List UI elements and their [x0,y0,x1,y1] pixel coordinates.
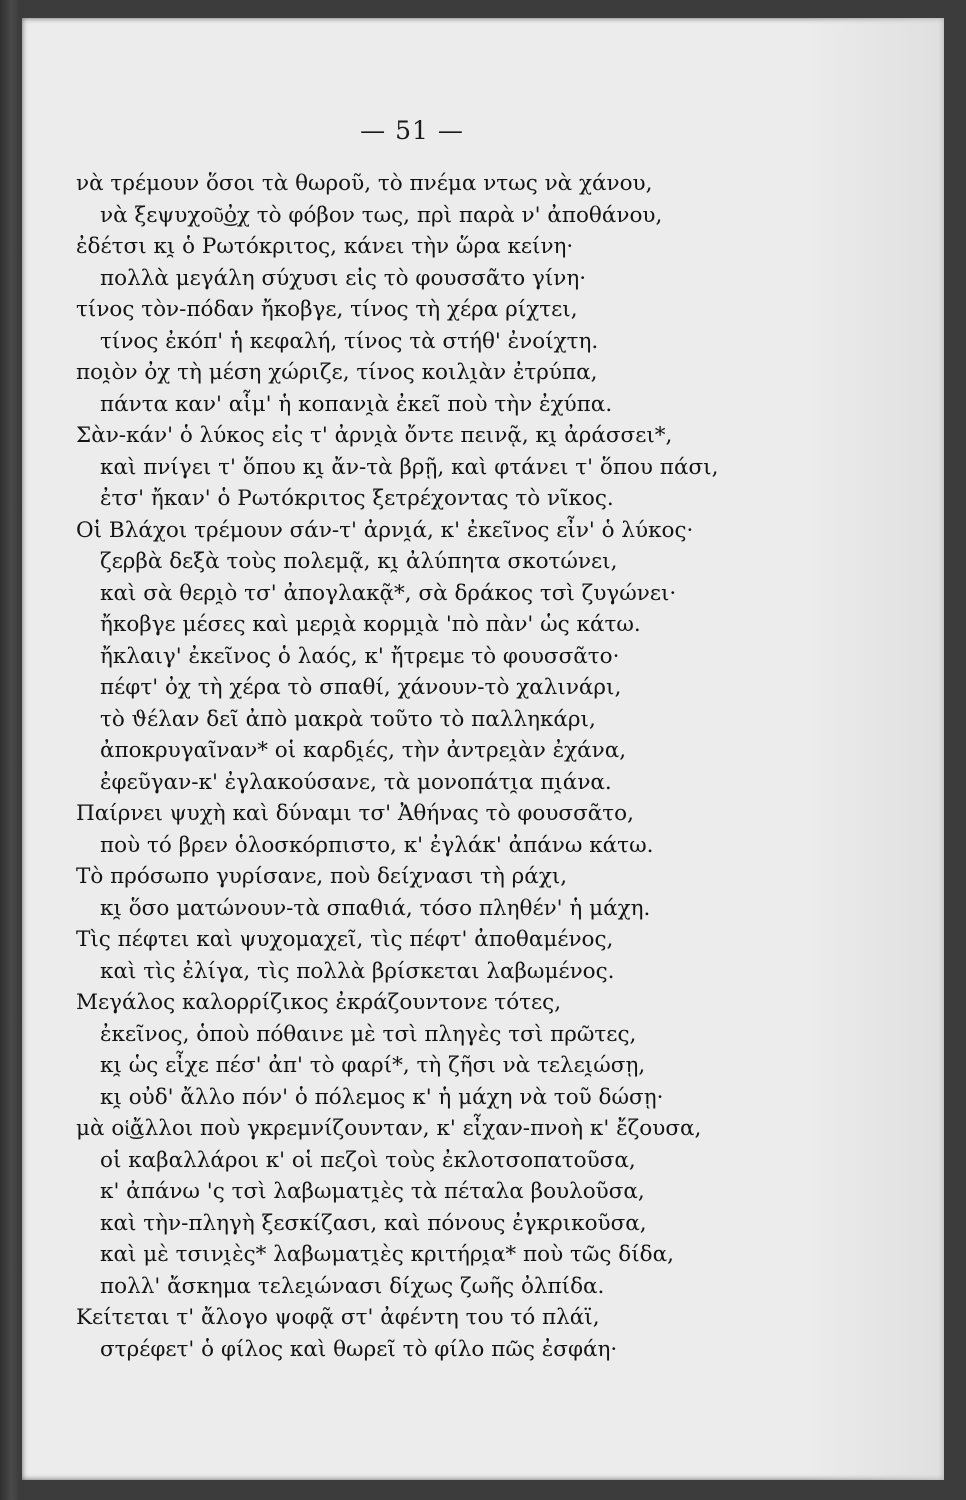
verse-line: Τὶς πέφτει καὶ ψυχομαχεῖ, τὶς πέφτ' ἀποθαμένος, [76,927,614,952]
verse-line: ἐφεῦγαν-κ' ἐγλακούσανε, τὰ μονοπάτι̯α πι̯άνα. [100,769,612,795]
verse-line: ἐκεῖνος, ὁπoὺ πόθαινε μὲ τσὶ πληγὲς τσὶ πρῶτες, [100,1021,637,1047]
verse-line: καὶ τὶς ἐλίγα, τὶς πολλὰ βρίσκεται λαβωμένος. [100,958,615,984]
page-edge-shade [804,18,944,1480]
verse-line: ἤκλαιγ' ἐκεῖνος ὁ λαός, κ' ἤτρεμε τὸ φουσσᾶτο· [100,643,620,669]
verse-line: ἐτσ' ἤκαν' ὁ Ρωτόκριτος ξετρέχοντας τὸ νῖκος. [100,486,614,511]
verse-line: Παίρνει ψυχὴ καὶ δύναμι τσ' Ἀθήνας τὸ φουσσᾶτο, [76,801,634,826]
verse-line: ζερβὰ δεξὰ τοὺς πολεμᾷ, κι̯ ἀλύπητα σκοτώνει, [100,549,618,574]
verse-line: πέφτ' ὀχ τὴ χέρα τὸ σπαθί, χάνουν-τὸ χαλινάρι, [100,675,622,700]
verse-line: νὰ τρέμουν ὅσοι τὰ θωροῦ, τὸ πνέμα ντως νὰ χάνου, [76,171,653,196]
page-number: — 51 — [360,116,464,145]
verse-line: ποι̯ὸν ὀχ τὴ μέση χώριζε, τίνος κοιλι̯ὰν ἐτρύπα, [76,360,598,385]
verse-line: κι̯ ὅσο ματώνουν-τὰ σπαθιά, τόσο πληθέν' ἡ μάχη. [100,895,651,921]
verse-line: τίνος ἐκόπ' ἡ κεφαλή, τίνος τὰ στήθ' ἐνοίχτη. [100,328,599,354]
verse-line: καὶ σὰ θερι̯ὸ τσ' ἀπογλακᾷ*, σὰ δράκος τσὶ ζυγώνει· [100,580,677,606]
verse-line: Σὰν-κάν' ὁ λύκος εἰς τ' ἀρνι̯ὰ ὄντε πεινᾷ, κι̯ ἀράσσει*, [76,423,673,448]
verse-line: Τὸ πρόσωπο γυρίσανε, ποὺ δείχνασι τὴ ράχι, [76,864,568,889]
verse-line: ἀποκρυγαῖναν* οἱ καρδι̯ές, τὴν ἀντρει̯ὰν ἐχάνα, [100,738,627,763]
verse-line: νὰ ξεψυχοῦ͜ὀχ τὸ φόβον τως, πρὶ παρὰ ν' ἀποθάνου, [100,202,663,228]
verse-line: τίνος τὸν-πόδαν ἤκοβγε, τίνος τὴ χέρα ρίχτει, [76,297,578,322]
verse-text [76,168,776,1365]
verse-line: καὶ τὴν-πληγὴ ξεσκίζασι, καὶ πόνους ἐγκρικοῦσα, [100,1210,647,1236]
book-page [22,18,944,1480]
verse-line: ἤκοβγε μέσες καὶ μερι̯ὰ κορμι̯ὰ 'πὸ πὰν' ὡς κάτω. [100,612,641,637]
verse-line: ἐδέτσι κι̯ ὁ Ρωτόκριτος, κάνει τὴν ὥρα κείνη· [76,234,574,259]
verse-line: οἱ καβαλλάροι κ' οἱ πεζοὶ τοὺς ἐκλοτσοπατοῦσα, [100,1147,636,1173]
verse-line: κι̯ ὡς εἶχε πέσ' ἀπ' τὸ φαρί*, τὴ ζῆσι νὰ τελει̯ώσῃ, [100,1053,646,1078]
verse-line: πάντα καν' αἷμ' ἡ κοπανι̯ὰ ἐκεῖ ποὺ τὴν ἐχύπα. [100,391,613,417]
verse-line: κ' ἀπάνω 'ς τσὶ λαβωματι̯ὲς τὰ πέταλα βουλοῦσα, [100,1179,645,1204]
verse-line: πολλὰ μεγάλη σύχυσι εἰς τὸ φουσσᾶτο γίνη· [100,265,587,291]
verse-line: κι̯ οὐδ' ἄλλο πόν' ὁ πόλεμος κ' ἡ μάχη νὰ τοῦ δώσῃ· [100,1084,664,1110]
verse-line: καὶ πνίγει τ' ὅπου κι̯ ἄν-τὰ βρῇ, καὶ φτάνει τ' ὅπου πάσι, [100,454,719,480]
verse-line: ποὺ τό βρεν ὁλοσκόρπιστο, κ' ἐγλάκ' ἀπάνω κάτω. [100,832,654,858]
verse-line: καὶ μὲ τσινι̯ὲς* λαβωματι̯ὲς κριτήρι̯α* ποὺ τῶς δίδα, [100,1242,674,1267]
verse-line: στρέφετ' ὁ φίλος καὶ θωρεῖ τὸ φίλο πῶς ἐσφάη· [100,1336,618,1362]
verse-line: τὸ ϑέλαν δεῖ ἀπὸ μακρὰ τοῦτο τὸ παλληκάρι, [100,706,596,732]
verse-line: μὰ οἱ͜ἄλλοι ποὺ γκρεμνίζουνταν, κ' εἶχαν-πνοὴ κ' ἔζουσα, [76,1116,702,1141]
verse-line: πολλ' ἄσκημα τελει̯ώνασι δίχως ζωῆς ὀλπίδα. [100,1273,605,1299]
verse-line: Οἱ Βλάχοι τρέμουν σάν-τ' ἀρνι̯ά, κ' ἐκεῖνος εἶν' ὁ λύκος· [76,517,694,543]
verse-line: Κείτεται τ' ἄλογο ψοφᾷ στ' ἀφέντη του τό πλάϊ, [76,1305,600,1330]
verse-line: Μεγάλος καλορρίζικος ἐκράζουντονε τότες, [76,990,562,1015]
